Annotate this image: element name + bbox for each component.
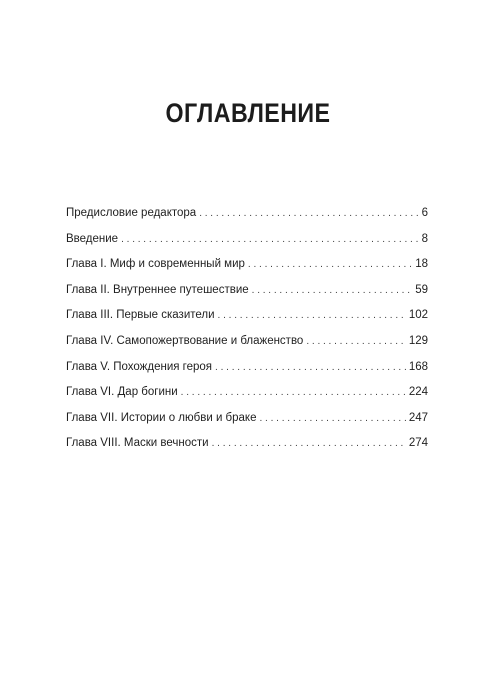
- toc-entry-page: 224: [408, 386, 428, 399]
- dot-leader: [199, 208, 418, 219]
- toc-entry-page: 6: [421, 207, 428, 219]
- dot-leader: [248, 259, 412, 270]
- toc-entry: [66, 386, 428, 412]
- toc-entry-label: Глава VIII. Маски вечности: [66, 437, 209, 450]
- toc-entry-page: 102: [408, 309, 428, 322]
- toc-entry: [66, 309, 428, 335]
- toc-entry-label: Глава I. Миф и современный мир: [66, 258, 245, 271]
- toc-entry-label: Введение: [66, 232, 119, 245]
- toc-entry-label: Предисловие редактора: [66, 207, 197, 219]
- toc-entry-page: 247: [408, 411, 428, 424]
- page-title: ОГЛАВЛЕНИЕ: [165, 98, 331, 128]
- dot-leader: [212, 438, 406, 449]
- toc-entry-label: Глава III. Первые сказители: [66, 309, 215, 322]
- toc-entry: [66, 335, 428, 361]
- dot-leader: [215, 362, 406, 373]
- dot-leader: [260, 413, 406, 424]
- toc-entry-page: 18: [415, 258, 428, 271]
- toc-entry-label: Глава VII. Истории о любви и браке: [66, 411, 257, 424]
- table-of-contents: [66, 207, 428, 463]
- toc-entry-page: 129: [408, 334, 428, 347]
- toc-entry: [66, 258, 428, 284]
- toc-entry: [66, 412, 428, 438]
- toc-entry-label: Глава VI. Дар богини: [66, 386, 178, 399]
- toc-entry: [66, 361, 428, 387]
- dot-leader: [306, 336, 405, 347]
- toc-entry: [66, 233, 428, 259]
- toc-entry-page: 59: [415, 283, 428, 296]
- toc-entry: [66, 284, 428, 310]
- toc-entry-page: 274: [408, 437, 428, 450]
- toc-entry-label: Глава V. Похождения героя: [66, 360, 213, 373]
- dot-leader: [218, 310, 406, 321]
- toc-entry-page: 8: [421, 232, 428, 245]
- dot-leader: [121, 234, 419, 245]
- toc-entry-label: Глава IV. Самопожертвование и блаженство: [66, 334, 304, 347]
- dot-leader: [181, 387, 406, 398]
- dot-leader: [252, 285, 413, 296]
- toc-entry: [66, 437, 428, 463]
- toc-entry-page: 168: [408, 360, 428, 373]
- toc-entry: [66, 207, 428, 233]
- toc-entry-label: Глава II. Внутреннее путешествие: [66, 283, 249, 296]
